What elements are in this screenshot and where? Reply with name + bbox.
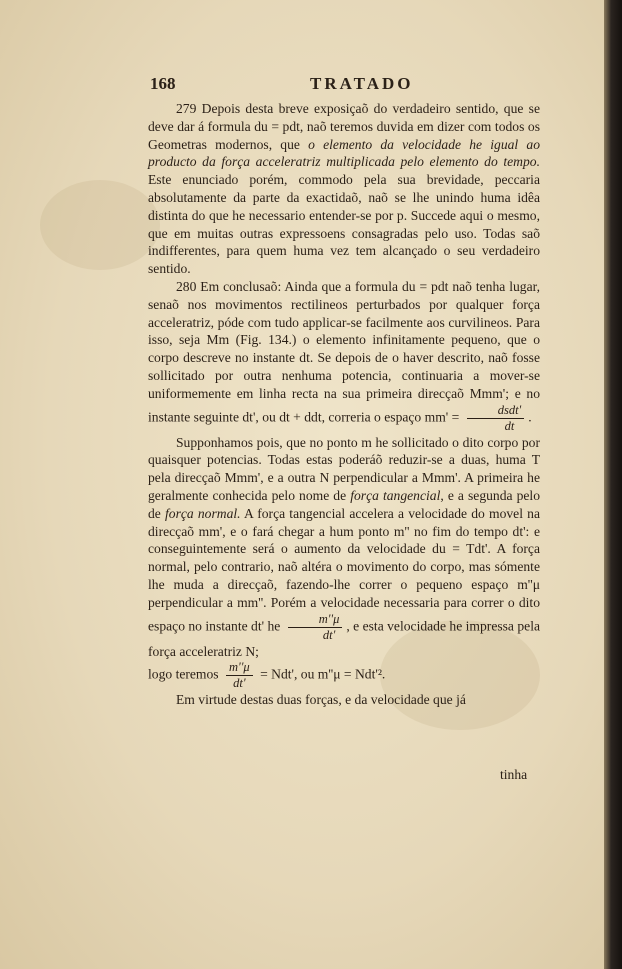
paragraph-logo [148, 660, 540, 691]
fraction-numerator: dsdt' [467, 403, 525, 419]
fraction-numerator: m''μ [288, 612, 343, 628]
paragraph-logo-b: = Ndt', ou m''μ = Ndt'². [260, 666, 386, 682]
paragraph-last [148, 691, 540, 709]
page-edge [604, 0, 622, 969]
paragraph-279-end: Este enunciado porém, commodo pela sua brevidade, peccaria absolutamente da parte da exactidaõ, naõ se lhe unindo huma idêa distinta do que he necessario entender-se por p. Succede aqui o mesmo, que em muitas outras expressoens consagradas pelo uso. Todas saõ indifferentes, para quem huma vez tem alcançado o seu verdadeiro sentido. [148, 172, 540, 277]
paragraph-suppose-b: , e a segunda pelo de [148, 487, 540, 521]
fraction-ds-dt [467, 403, 525, 434]
fraction-denominator: dt [504, 418, 515, 433]
paragraph-suppose-d: , e esta velocidade he impressa pela força acceleratriz N; [148, 618, 540, 659]
running-head: TRATADO [310, 74, 414, 93]
paragraph-suppose-c: A força tangencial accelera a velocidade do movel na direcçaõ mm', e o fará chegar a hum ponto m'' no fim do tempo dt': e conseguintemente será o aumento da velocidade du = Tdt'. A força normal, pelo contrario, naõ altéra o movimento do corpo, mas sómente lhe muda a direcçaõ, fazendo-lhe correr o pequeno espaço m''μ perpendicular a mm''. Porém a velocidade necessaria para correr o dito espaço no instante dt' he [148, 505, 540, 634]
paragraph-suppose [148, 434, 540, 661]
term-tangencial: força tangencial [350, 487, 441, 503]
paragraph-last-text: Em virtude destas duas forças, e da velocidade que já [176, 692, 466, 708]
paragraph-280: 280 Em conclusaõ: Ainda que a formula du = pdt naõ tenha lugar, senaõ nos movimentos rectilineos perturbados por qualquer força acceleratriz, póde com tudo applicar-se facilmente aos curvilineos. Para isso, seja Mm (Fig. 134.) o elemento infinitamente pequeno, que o corpo descreve no instante dt. Se depois de o haver descrito, naõ fosse sollicitado por outra nenhuma potencia, continuaria a mover-se uniformemente em linha recta na sua primeira direcçaõ Mmm'; e no instante seguinte dt', ou dt + ddt, correria o espaço mm' = $\frac{\text{dsdt'}}{dt}$ . [148, 278, 540, 433]
paragraph-279-italic: o elemento da velocidade he igual ao producto da força acceleratriz multiplicada pelo elemento do tempo. [148, 136, 540, 170]
fraction-velocity [288, 612, 343, 643]
paragraph-suppose-a: Supponhamos pois, que no ponto m he sollicitado o dito corpo por quaisquer potencias. Todas estas poderáõ reduzir-se a duas, huma T pela direcçaõ Mmm', e a outra N perpendicular a Mmm'. A primeira he geralmente conhecida pelo nome de [148, 434, 540, 503]
fraction-numerator: m''μ [226, 660, 253, 676]
term-normal: força normal. [165, 505, 241, 521]
paper-stain [40, 180, 160, 270]
fraction-denominator: dt' [322, 627, 336, 642]
catchword: tinha [500, 767, 528, 782]
fraction-logo [226, 660, 253, 691]
page-number: 168 [150, 74, 176, 93]
paragraph-279-text: 279 Depois desta breve exposiçaõ do verdadeiro sentido, que se deve dar á formula du = pdt, naõ teremos duvida em dizer com todos os Geometras modernos, que [148, 101, 540, 152]
paragraph-280-text: 280 Em conclusaõ: Ainda que a formula du = pdt naõ tenha lugar, senaõ nos movimentos rectilineos perturbados por qualquer força acceleratriz, póde com tudo applicar-se facilmente aos curvilineos. Para isso, seja Mm (Fig. 134.) o elemento infinitamente pequeno, que o corpo descreve no instante dt. Se depois de o haver descrito, naõ fosse sollicitado por outra nenhuma potencia, continuaria a mover-se uniformemente em linha recta na sua primeira direcçaõ Mmm'; e no instante seguinte dt', ou dt + ddt, correria o espaço mm' = [148, 278, 540, 425]
paragraph-logo-a: logo teremos [148, 666, 219, 682]
body-text [148, 100, 540, 709]
paragraph-279 [148, 100, 540, 278]
page-header [150, 74, 550, 96]
fraction-denominator: dt' [233, 676, 246, 691]
